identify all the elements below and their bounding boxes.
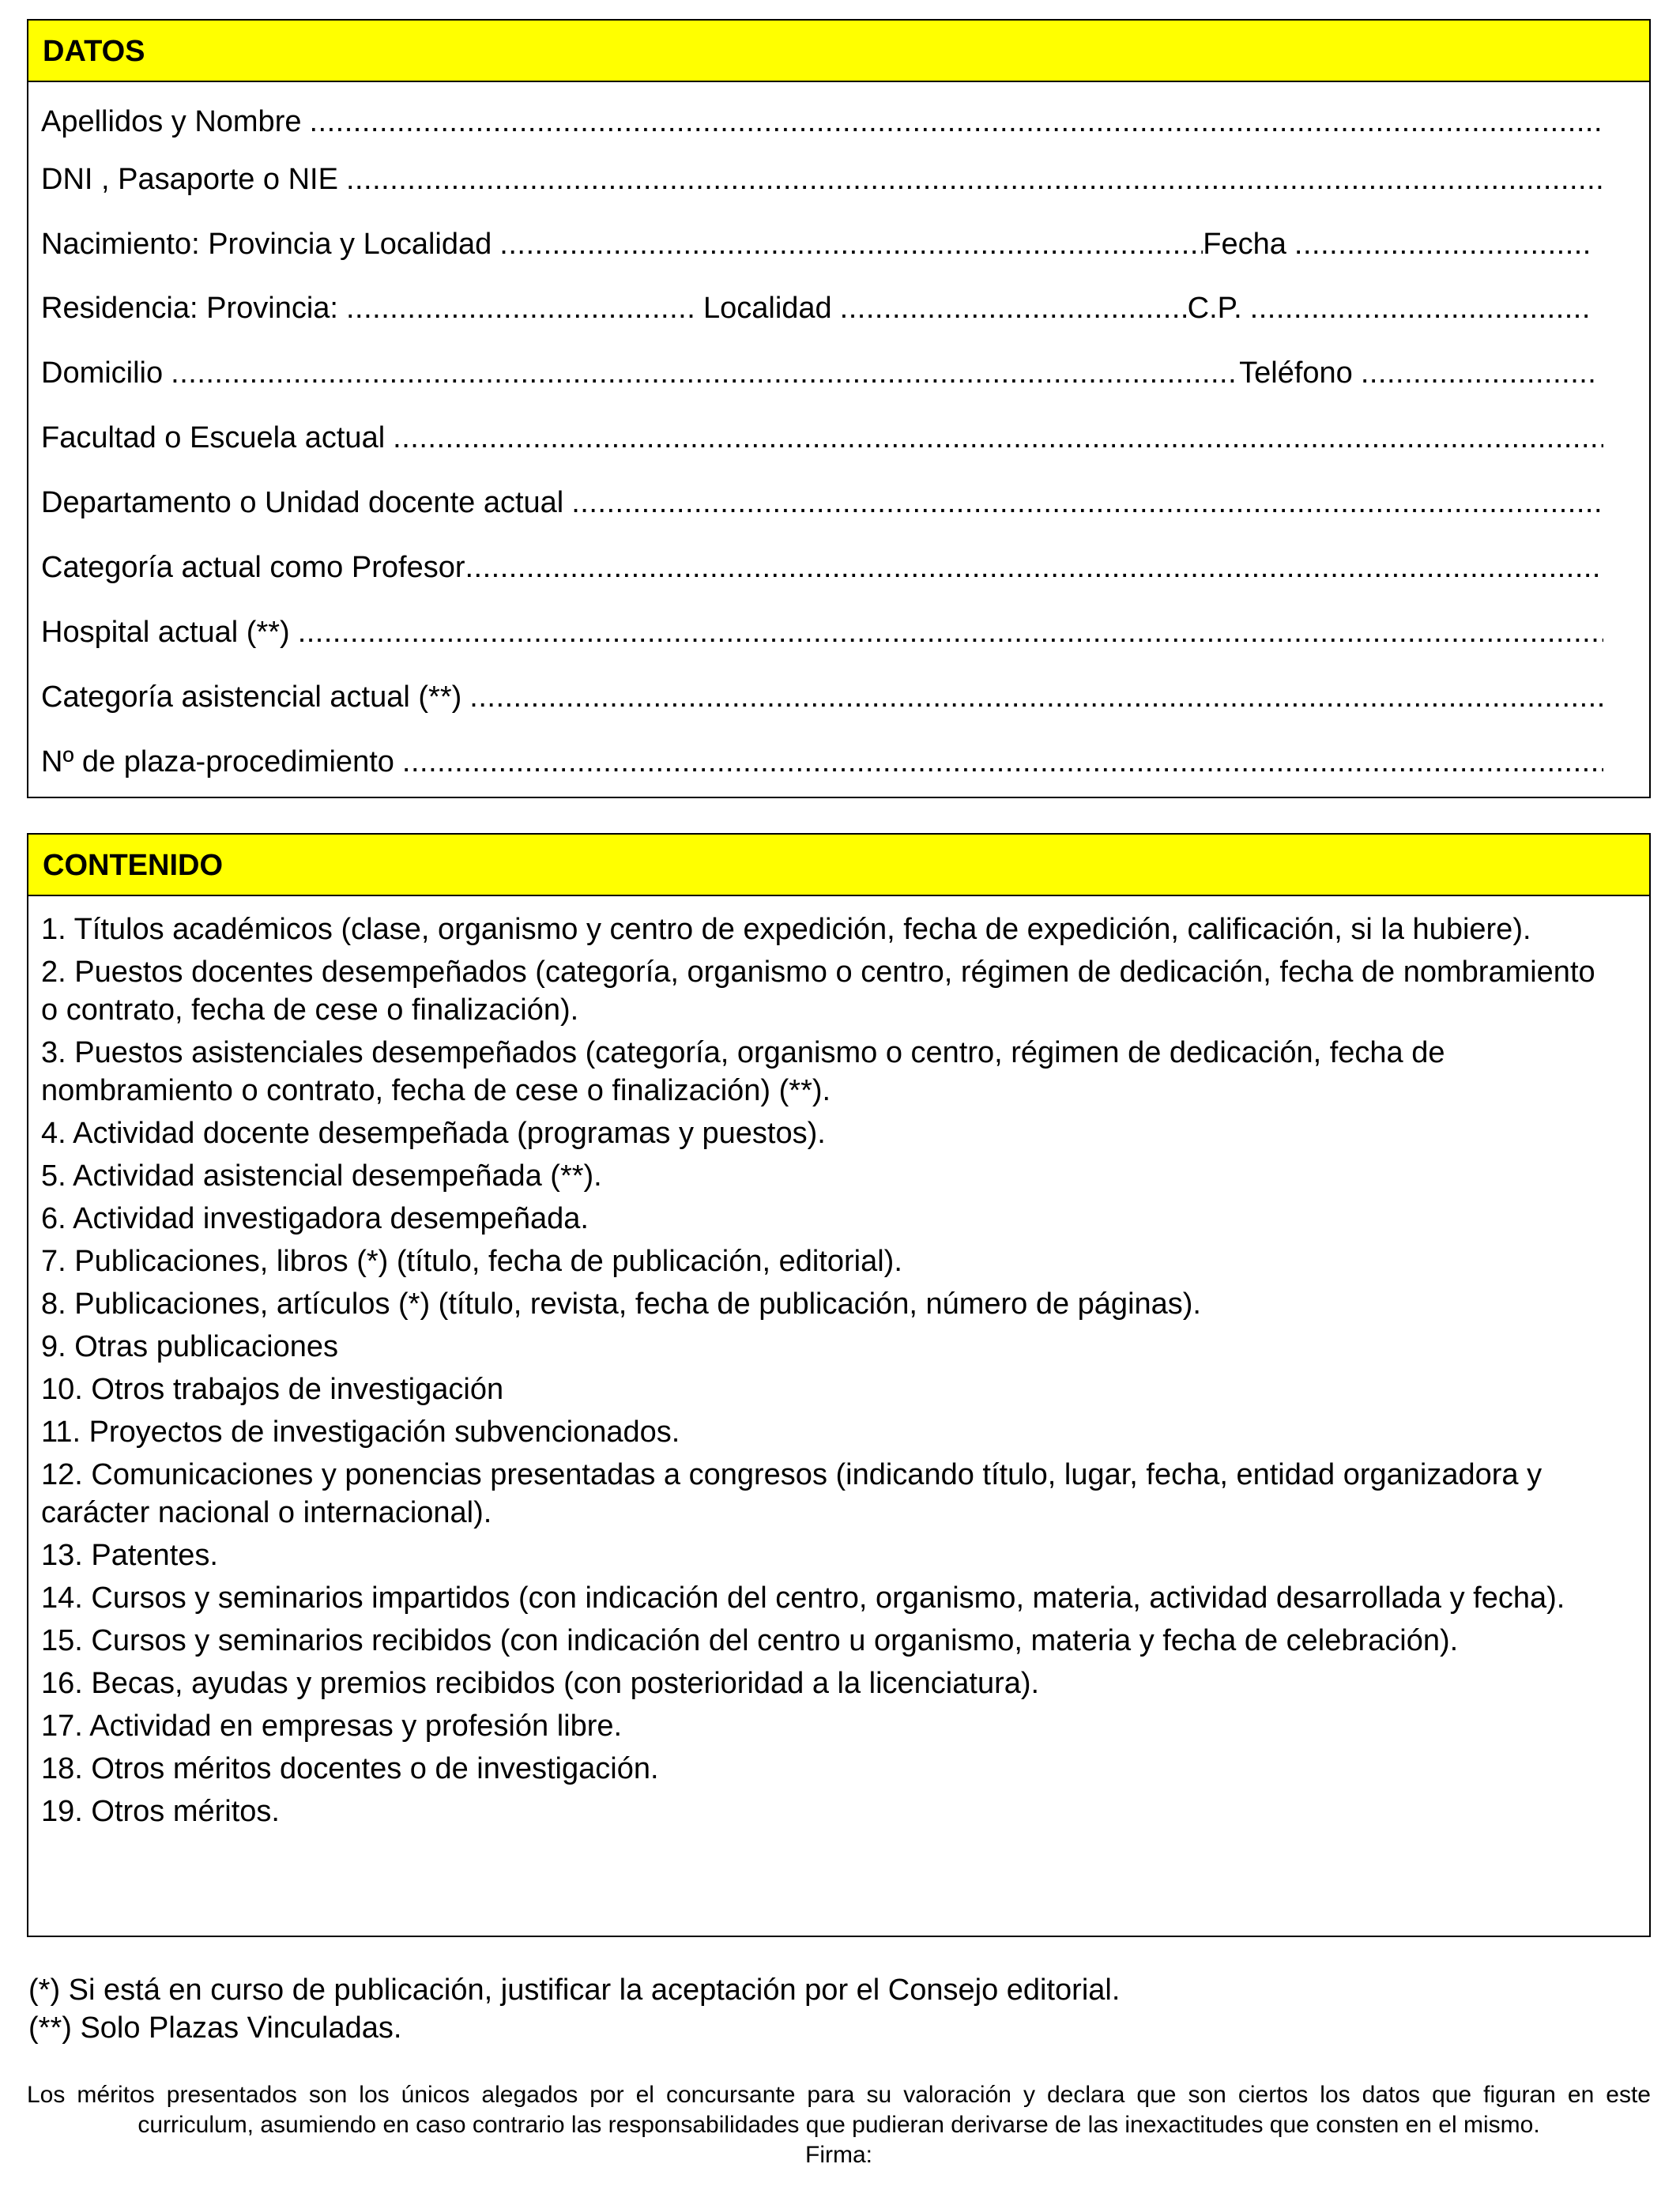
label-telefono: Teléfono: [1239, 356, 1353, 390]
input-line-nacimiento[interactable]: [499, 228, 1203, 262]
list-item: 3. Puestos asistenciales desempeñados (categoría, organismo o centro, régimen de dedicación, fecha de nombramiento o contrato, fecha de cese o finalización) (**).: [41, 1036, 1445, 1107]
field-nacimiento[interactable]: [41, 228, 1603, 267]
list-item: 10. Otros trabajos de investigación: [41, 1373, 504, 1406]
input-line-localidad[interactable]: [840, 292, 1188, 326]
datos-header: DATOS: [28, 21, 1649, 82]
label-departamento: Departamento o Unidad docente actual: [41, 486, 564, 519]
field-dni[interactable]: [41, 163, 1603, 202]
input-line-dni[interactable]: [346, 163, 1603, 197]
field-plaza[interactable]: [41, 745, 1603, 785]
list-item: 15. Cursos y seminarios recibidos (con indicación del centro u organismo, materia y fecha de celebración).: [41, 1624, 1459, 1657]
label-fecha: Fecha: [1203, 228, 1286, 261]
list-item: 8. Publicaciones, artículos (*) (título, revista, fecha de publicación, número de páginas).: [41, 1287, 1201, 1321]
list-item: 13. Patentes.: [41, 1539, 218, 1572]
list-item: 2. Puestos docentes desempeñados (categoría, organismo o centro, régimen de dedicación, fecha de nombramiento o contrato, fecha de cese o finalización).: [41, 956, 1595, 1027]
declaration: [27, 2080, 1651, 2170]
field-residencia[interactable]: [41, 292, 1603, 331]
footnote-publication: (*) Si está en curso de publicación, justificar la aceptación por el Consejo editorial.: [28, 1973, 1121, 2007]
field-departamento[interactable]: [41, 486, 1603, 526]
input-line-domicilio[interactable]: [171, 356, 1239, 390]
list-item: 7. Publicaciones, libros (*) (título, fecha de publicación, editorial).: [41, 1245, 902, 1278]
field-hospital[interactable]: [41, 616, 1603, 655]
list-item: 16. Becas, ayudas y premios recibidos (con posterioridad a la licenciatura).: [41, 1667, 1040, 1700]
footnotes: [28, 1971, 1120, 2047]
label-localidad: Localidad: [703, 292, 832, 325]
label-domicilio: Domicilio: [41, 356, 164, 390]
list-item: 6. Actividad investigadora desempeñada.: [41, 1202, 589, 1235]
contenido-header: CONTENIDO: [28, 835, 1649, 896]
list-item: 4. Actividad docente desempeñada (programas y puestos).: [41, 1117, 826, 1150]
list-item: 5. Actividad asistencial desempeñada (**).: [41, 1159, 602, 1193]
field-apellidos[interactable]: [41, 105, 1603, 145]
contenido-section: [27, 833, 1651, 1937]
list-item: 1. Títulos académicos (clase, organismo y centro de expedición, fecha de expedición, calificación, si la hubiere).: [41, 913, 1531, 946]
field-domicilio[interactable]: [41, 356, 1603, 396]
label-residencia-provincia: Residencia: Provincia:: [41, 292, 338, 325]
label-categoria-asistencial: Categoría asistencial actual (**): [41, 680, 462, 714]
input-line-cp[interactable]: [1250, 292, 1592, 326]
label-plaza: Nº de plaza-procedimiento: [41, 745, 394, 778]
datos-section: [27, 19, 1651, 798]
list-item: 17. Actividad en empresas y profesión libre.: [41, 1710, 623, 1743]
field-categoria-asistencial[interactable]: [41, 680, 1603, 720]
label-hospital: Hospital actual (**): [41, 616, 290, 649]
list-item: 12. Comunicaciones y ponencias presentadas a congresos (indicando título, lugar, fecha, entidad organizadora y carácter nacional o internacional).: [41, 1458, 1543, 1529]
input-line-categoria-asistencial[interactable]: [469, 680, 1603, 714]
input-line-telefono[interactable]: [1361, 356, 1597, 390]
declaration-text: Los méritos presentados son los únicos alegados por el concursante para su valoración y declara que son ciertos los datos que figuran en este curriculum, asumiendo en caso contrario las responsabilidades que pudieran derivarse de las inexactitudes que consten en el mismo.: [27, 2082, 1651, 2138]
footnote-plazas: (**) Solo Plazas Vinculadas.: [28, 2011, 402, 2045]
label-nacimiento: Nacimiento: Provincia y Localidad: [41, 228, 492, 261]
list-item: 19. Otros méritos.: [41, 1795, 280, 1828]
label-cp: C.P.: [1187, 292, 1242, 325]
input-line-apellidos[interactable]: [309, 105, 1603, 139]
list-item: 9. Otras publicaciones: [41, 1330, 338, 1363]
label-dni: DNI , Pasaporte o NIE: [41, 163, 338, 196]
list-item: 11. Proyectos de investigación subvencionados.: [41, 1416, 680, 1449]
signature-label: Firma:: [805, 2142, 872, 2168]
contenido-list: [41, 910, 1618, 1835]
input-line-departamento[interactable]: [571, 486, 1603, 520]
label-facultad: Facultad o Escuela actual: [41, 421, 386, 454]
field-categoria-profesor[interactable]: [41, 551, 1603, 590]
input-line-facultad[interactable]: [393, 421, 1603, 455]
list-item: 18. Otros méritos docentes o de investigación.: [41, 1752, 659, 1785]
field-facultad[interactable]: [41, 421, 1603, 461]
input-line-plaza[interactable]: [402, 745, 1603, 779]
input-line-fecha[interactable]: [1294, 228, 1592, 262]
list-item: 14. Cursos y seminarios impartidos (con indicación del centro, organismo, materia, actividad desarrollada y fecha).: [41, 1581, 1565, 1615]
input-line-categoria-profesor[interactable]: [465, 551, 1604, 585]
input-line-hospital[interactable]: [298, 616, 1603, 650]
label-categoria-profesor: Categoría actual como Profesor: [41, 551, 465, 584]
label-apellidos: Apellidos y Nombre: [41, 105, 302, 138]
input-line-provincia[interactable]: [346, 292, 694, 326]
